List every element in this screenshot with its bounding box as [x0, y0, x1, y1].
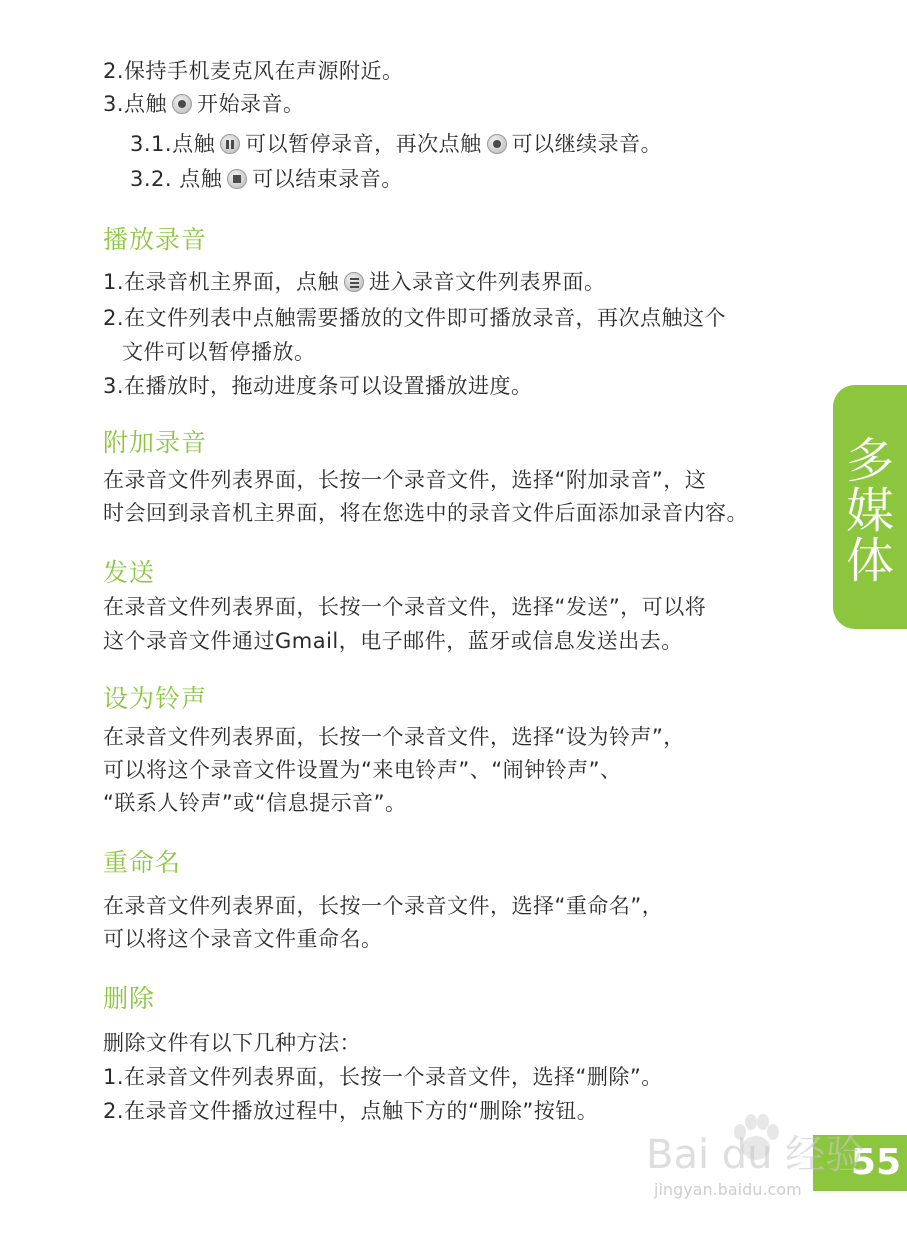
record-step-3-1-mid: 可以暂停录音，再次点触 — [245, 132, 482, 156]
rename-text-2: 可以将这个录音文件重命名。 — [103, 927, 383, 951]
delete-text-1: 删除文件有以下几种方法： — [103, 1031, 361, 1055]
delete-step-2: 2.在录音文件播放过程中，点触下方的“删除”按钮。 — [103, 1099, 599, 1123]
append-text-1: 在录音文件列表界面，长按一个录音文件，选择“附加录音”，这 — [103, 468, 707, 492]
side-tab-char-2: 媒 — [845, 483, 894, 539]
section-title-send: 发送 — [103, 558, 156, 587]
ringtone-text-1: 在录音文件列表界面，长按一个录音文件，选择“设为铃声”， — [103, 725, 685, 749]
record-step-3-prefix: 3.点触 — [103, 92, 168, 116]
page-number: 55 — [850, 1142, 901, 1183]
section-title-append: 附加录音 — [103, 428, 208, 457]
send-text-1: 在录音文件列表界面，长按一个录音文件，选择“发送”，可以将 — [103, 595, 707, 619]
pause-icon — [220, 134, 240, 154]
ringtone-text-2: 可以将这个录音文件设置为“来电铃声”、“闹钟铃声”、 — [103, 758, 622, 782]
side-tab-multimedia — [833, 385, 907, 629]
record-step-3-2-suffix: 可以结束录音。 — [252, 167, 403, 191]
play-step-1-prefix: 1.在录音机主界面，点触 — [103, 270, 340, 294]
section-title-play: 播放录音 — [103, 225, 208, 254]
record-step-3-suffix: 开始录音。 — [197, 92, 305, 116]
stop-icon — [227, 169, 247, 189]
side-tab-char-1: 多 — [845, 433, 894, 489]
watermark-url: jingyan.baidu.com — [654, 1180, 802, 1199]
play-step-2-cont: 文件可以暂停播放。 — [122, 340, 316, 364]
record-step-3-1 — [130, 130, 662, 158]
append-text-2: 时会回到录音机主界面，将在您选中的录音文件后面添加录音内容。 — [103, 501, 748, 525]
record-step-3-1-suffix: 可以继续录音。 — [511, 132, 663, 156]
watermark-text: Bai du 经验 — [646, 1132, 866, 1178]
rename-text-1: 在录音文件列表界面，长按一个录音文件，选择“重命名”， — [103, 894, 664, 918]
ringtone-text-3: “联系人铃声”或“信息提示音”。 — [103, 791, 407, 815]
play-step-1 — [103, 268, 606, 296]
record-step-3-2-prefix: 3.2. 点触 — [130, 167, 223, 191]
play-step-2: 2.在文件列表中点触需要播放的文件即可播放录音，再次点触这个 — [103, 306, 727, 330]
record-step-3-1-prefix: 3.1.点触 — [130, 132, 216, 156]
delete-step-1: 1.在录音文件列表界面，长按一个录音文件，选择“删除”。 — [103, 1065, 663, 1089]
send-text-2: 这个录音文件通过Gmail，电子邮件，蓝牙或信息发送出去。 — [103, 629, 683, 653]
play-step-3: 3.在播放时，拖动进度条可以设置播放进度。 — [103, 374, 533, 398]
section-title-ringtone: 设为铃声 — [103, 684, 208, 713]
record-step-3-2 — [130, 165, 403, 193]
play-step-1-suffix: 进入录音文件列表界面。 — [369, 270, 606, 294]
section-title-rename: 重命名 — [103, 848, 182, 877]
record-step-2: 2.保持手机麦克风在声源附近。 — [103, 59, 404, 83]
record-icon — [172, 94, 192, 114]
side-tab-char-3: 体 — [845, 533, 894, 589]
record-step-3 — [103, 90, 305, 118]
record-icon — [487, 134, 507, 154]
section-title-delete: 删除 — [103, 984, 156, 1013]
list-icon — [344, 272, 364, 292]
